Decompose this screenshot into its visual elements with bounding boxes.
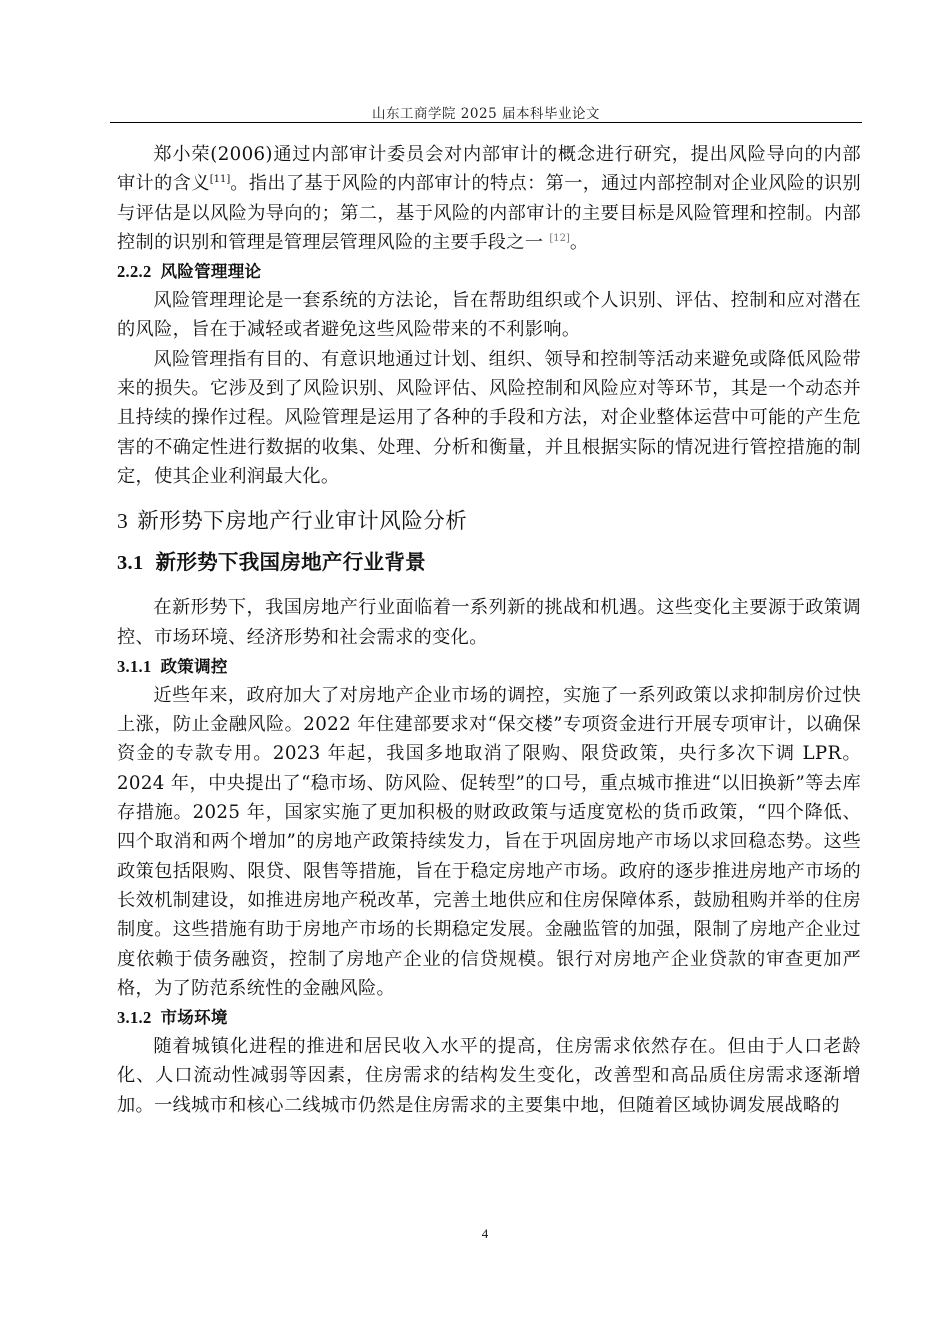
document-body (117, 140, 861, 1120)
chapter-heading (117, 505, 861, 538)
intro-paragraph (117, 140, 861, 257)
intro-text-end: 。 (569, 231, 589, 253)
subsection-number: 3.1.2 (117, 1008, 152, 1028)
paragraph-risk-theory-2: 风险管理指有目的、有意识地通过计划、组织、领导和控制等活动来避免或降低风险带来的损失。它涉及到了风险识别、风险评估、风险控制和风险应对等环节，其是一个动态并且持续的操作过程。风险管理是运用了各种的手段和方法，对企业整体运营中可能的产生危害的不确定性进行数据的收集、处理、分析和衡量，并且根据实际的情况进行管控措施的制定，使其企业利润最大化。 (117, 348, 861, 487)
paragraph-risk-theory-1: 风险管理理论是一套系统的方法论，旨在帮助组织或个人识别、评估、控制和应对潜在的风险，旨在于减轻或者避免这些风险带来的不利影响。 (117, 290, 861, 341)
paragraph-industry-background: 在新形势下，我国房地产行业面临着一系列新的挑战和机遇。这些变化主要源于政策调控、市场环境、经济形势和社会需求的变化。 (117, 597, 861, 648)
page-header: 山东工商学院 2025 届本科毕业论文 (372, 106, 600, 122)
subsection-heading-3-1-1 (117, 652, 861, 681)
citation-12: [12] (549, 232, 570, 244)
page-number: 4 (481, 1226, 489, 1241)
section-title: 新形势下我国房地产行业背景 (155, 550, 426, 575)
paragraph-market-environment: 随着城镇化进程的推进和居民收入水平的提高，住房需求依然存在。但由于人口老龄化、人口流动性减弱等因素，住房需求的结构发生变化，改善型和高品质住房需求逐渐增加。一线城市和核心二线城市仍然是住房需求的主要集中地，但随着区域协调发展战略的 (117, 1036, 861, 1116)
section-heading-3-1 (117, 546, 861, 579)
subsection-heading-3-1-2 (117, 1003, 861, 1032)
subsection-title: 政策调控 (160, 656, 228, 676)
subsection-heading-2-2-2 (117, 257, 861, 286)
subsection-title: 风险管理理论 (160, 262, 262, 282)
intro-text-1: 郑小荣(2006)通过内部审计委员会对内部审计的概念进行研究，提出风险导向的内部审计的含义 (117, 144, 861, 195)
chapter-number: 3 (117, 509, 129, 534)
paragraph-policy-control: 近些年来，政府加大了对房地产企业市场的调控，实施了一系列政策以求抑制房价过快上涨，防止金融风险。2022 年住建部要求对“保交楼”专项资金进行开展专项审计，以确保资金的专款专用。2023 年起，我国多地取消了限购、限贷政策，央行多次下调 LPR。2024 年，中央提出了“稳市场、防风险、促转型”的口号，重点城市推进“以旧换新”等去库存措施。2025 年，国家实施了更加积极的财政政策与适度宽松的货币政策，“四个降低、四个取消和两个增加”的房地产政策持续发力，旨在于巩固房地产市场以求回稳态势。这些政策包括限购、限贷、限售等措施，旨在于稳定房地产市场。政府的逐步推进房地产市场的长效机制建设，如推进房地产税改革，完善土地供应和住房保障体系，鼓励租购并举的住房制度。这些措施有助于房地产市场的长期稳定发展。金融监管的加强，限制了房地产企业过度依赖于债务融资，控制了房地产企业的信贷规模。银行对房地产企业贷款的审查更加严格，为了防范系统性的金融风险。 (117, 684, 861, 999)
subsection-title: 市场环境 (160, 1008, 228, 1028)
subsection-number: 3.1.1 (117, 656, 152, 676)
citation-11: [11] (209, 174, 231, 186)
section-number: 3.1 (117, 552, 144, 575)
chapter-title: 新形势下房地产行业审计风险分析 (137, 509, 468, 535)
subsection-number: 2.2.2 (117, 262, 152, 282)
header-rule (110, 122, 862, 123)
intro-text-2: 。指出了基于风险的内部审计的特点：第一，通过内部控制对企业风险的识别与评估是以风险为导向的；第二，基于风险的内部审计的主要目标是风险管理和控制。内部控制的识别和管理是管理层管理风险的主要手段之一 (117, 173, 861, 253)
